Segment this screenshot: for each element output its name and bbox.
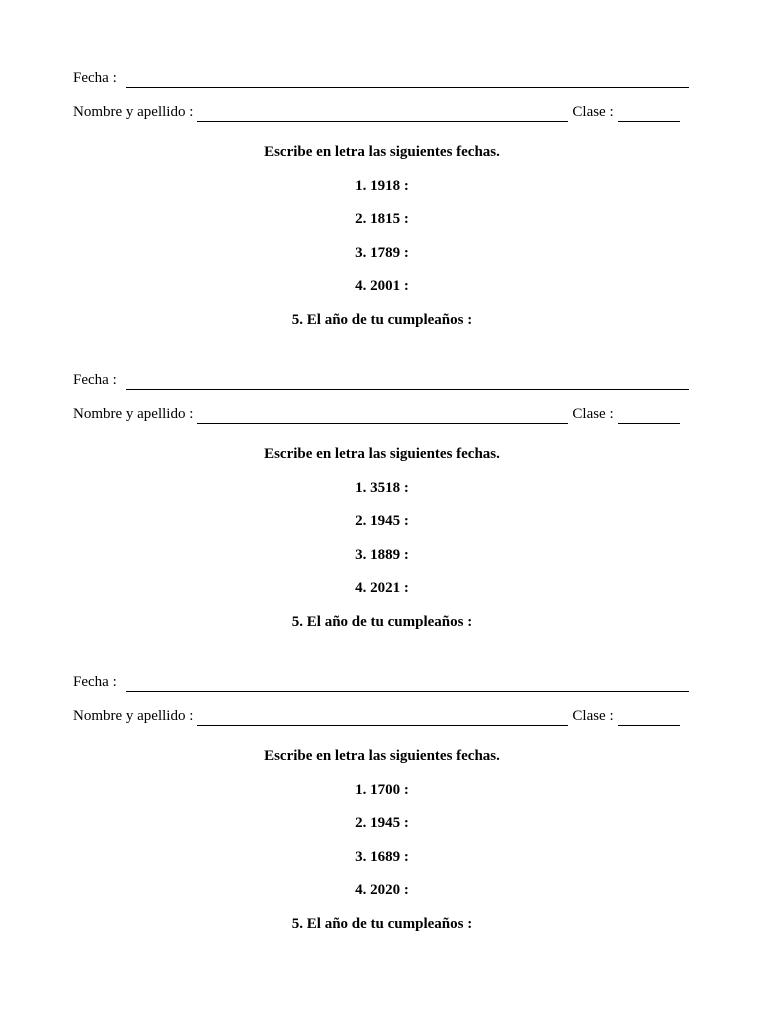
clase-blank-line <box>618 407 680 424</box>
date-item: 1. 3518 : <box>355 480 409 496</box>
date-item: 2. 1945 : <box>355 815 409 831</box>
nombre-label: Nombre y apellido : <box>73 406 194 422</box>
fecha-blank-line <box>126 675 689 692</box>
fecha-row <box>73 672 691 692</box>
nombre-label: Nombre y apellido : <box>73 104 194 120</box>
worksheet-section <box>73 68 691 358</box>
birthday-item: 5. El año de tu cumpleaños : <box>291 916 473 932</box>
date-item: 1. 1918 : <box>355 178 409 194</box>
fecha-row <box>73 370 691 390</box>
nombre-row <box>73 404 691 424</box>
fecha-label: Fecha : <box>73 70 117 86</box>
instruction-heading: Escribe en letra las siguientes fechas. <box>264 144 500 160</box>
fecha-label: Fecha : <box>73 674 117 690</box>
clase-label: Clase : <box>572 406 614 422</box>
date-item: 4. 2020 : <box>355 882 409 898</box>
date-item: 2. 1815 : <box>355 211 409 227</box>
nombre-blank-line <box>197 105 568 122</box>
date-item: 4. 2001 : <box>355 278 409 294</box>
clase-label: Clase : <box>572 104 614 120</box>
instruction-heading: Escribe en letra las siguientes fechas. <box>264 748 500 764</box>
fecha-label: Fecha : <box>73 372 117 388</box>
nombre-blank-line <box>197 709 568 726</box>
date-item: 2. 1945 : <box>355 513 409 529</box>
worksheet-section <box>73 370 691 660</box>
fecha-row <box>73 68 691 88</box>
clase-blank-line <box>618 105 680 122</box>
date-item: 3. 1889 : <box>355 547 409 563</box>
fecha-blank-line <box>126 71 689 88</box>
date-item: 3. 1689 : <box>355 849 409 865</box>
nombre-blank-line <box>197 407 568 424</box>
clase-label: Clase : <box>572 708 614 724</box>
date-item: 1. 1700 : <box>355 782 409 798</box>
worksheet-section <box>73 672 691 962</box>
birthday-item: 5. El año de tu cumpleaños : <box>291 614 473 630</box>
clase-blank-line <box>618 709 680 726</box>
date-item: 4. 2021 : <box>355 580 409 596</box>
nombre-row <box>73 706 691 726</box>
instruction-heading: Escribe en letra las siguientes fechas. <box>264 446 500 462</box>
nombre-label: Nombre y apellido : <box>73 708 194 724</box>
fecha-blank-line <box>126 373 689 390</box>
nombre-row <box>73 102 691 122</box>
date-item: 3. 1789 : <box>355 245 409 261</box>
birthday-item: 5. El año de tu cumpleaños : <box>291 312 473 328</box>
